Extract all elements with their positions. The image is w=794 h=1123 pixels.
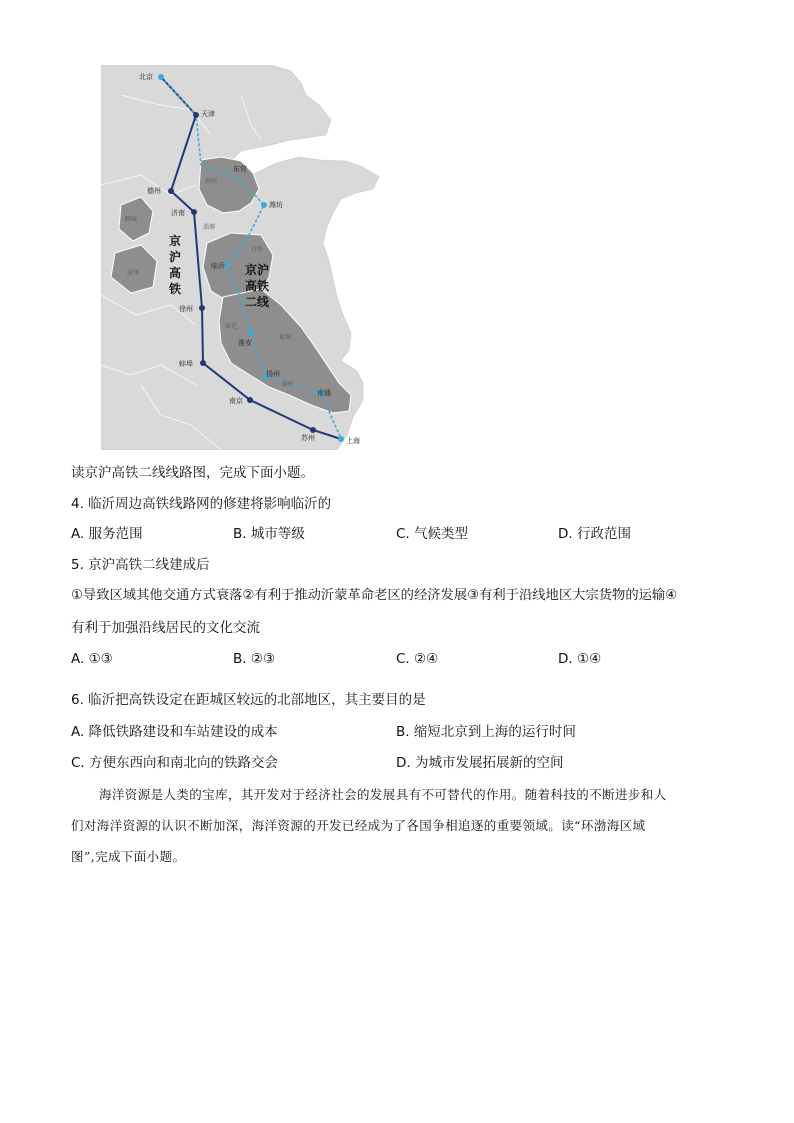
- city-label-yangzhou: 扬州: [266, 370, 280, 378]
- svg-text:沪: 沪: [169, 250, 182, 264]
- city-label-weifang: 潍坊: [269, 201, 283, 209]
- station-shanghai: [338, 436, 344, 442]
- passage-line1: 海洋资源是人类的宝库，其开发对于经济社会的发展具有不可替代的作用。随着科技的不断进步和人: [99, 787, 667, 802]
- line-b-label: [245, 262, 270, 309]
- q5-stem: 5. 京沪高铁二线建成后: [71, 557, 210, 573]
- svg-text:京沪: 京沪: [245, 263, 270, 277]
- city-label-taizhou: 泰州: [281, 381, 294, 388]
- city-label-dezhou: 德州: [147, 187, 161, 195]
- station-suzhou: [310, 427, 316, 433]
- city-label-zibo: 淄博: [203, 224, 216, 231]
- city-label-nantong: 南通: [317, 389, 331, 397]
- city-label-tianjin: 天津: [201, 110, 215, 118]
- city-label-jinan: 济南: [171, 209, 185, 217]
- q5-statement-line1: ①导致区域其他交通方式衰落②有利于推动沂蒙革命老区的经济发展③有利于沿线地区大宗货物的运输④: [71, 588, 678, 603]
- svg-text:京: 京: [169, 234, 182, 248]
- station-dezhou: [168, 188, 174, 194]
- svg-text:高: 高: [169, 266, 182, 280]
- station-weifang: [261, 202, 267, 208]
- svg-text:高铁: 高铁: [245, 279, 270, 293]
- q4-option-d: D. 行政范围: [558, 526, 631, 542]
- station-beijing: [158, 74, 164, 80]
- city-label-yancheng: 盐城: [279, 334, 292, 341]
- svg-text:二线: 二线: [245, 295, 270, 309]
- city-label-rizhao: 日照: [251, 246, 264, 253]
- q6-option-a: A. 降低铁路建设和车站建设的成本: [71, 724, 278, 740]
- q6-stem: 6. 临沂把高铁设定在距城区较远的北部地区，其主要目的是: [71, 692, 426, 708]
- q6-option-c: C. 方便东西向和南北向的铁路交会: [71, 755, 279, 771]
- q4-option-b: B. 城市等级: [233, 526, 305, 542]
- city-label-binzhou: 滨州: [205, 178, 218, 185]
- station-xuzhou: [199, 305, 205, 311]
- city-label-heze: 菏泽: [127, 270, 140, 277]
- q5-option-a: A. ①③: [71, 651, 113, 667]
- station-bengbu: [200, 360, 206, 366]
- city-label-linyi: 临沂: [211, 262, 225, 270]
- q4-option-a: A. 服务范围: [71, 526, 143, 542]
- city-label-suqian: 宿迁: [225, 323, 238, 330]
- station-tianjin: [193, 112, 199, 118]
- city-label-shanghai: 上海: [346, 437, 360, 445]
- railway-map: [101, 65, 386, 450]
- passage-line2: 们对海洋资源的认识不断加深，海洋资源的开发已经成为了各国争相追逐的重要领域。读“环渤海区域: [71, 818, 646, 833]
- q6-option-b: B. 缩短北京到上海的运行时间: [396, 724, 576, 740]
- city-label-bengbu: 蚌埠: [179, 360, 193, 368]
- intro-text: 读京沪高铁二线线路图，完成下面小题。: [71, 465, 314, 481]
- q5-statement-line2: 有利于加强沿线居民的文化交流: [71, 620, 260, 636]
- city-label-huaian: 淮安: [238, 339, 252, 347]
- station-jinan: [191, 209, 197, 215]
- q5-option-c: C. ②④: [396, 651, 439, 667]
- svg-text:铁: 铁: [169, 282, 182, 296]
- city-label-nanjing: 南京: [229, 397, 243, 405]
- city-label-dongying: 东营: [233, 165, 247, 173]
- q5-option-b: B. ②③: [233, 651, 276, 667]
- city-label-xuzhou: 徐州: [179, 305, 193, 313]
- q5-option-d: D. ①④: [558, 651, 602, 667]
- city-label-suzhou: 苏州: [301, 434, 315, 442]
- station-nanjing: [247, 397, 253, 403]
- q4-option-c: C. 气候类型: [396, 526, 469, 542]
- city-label-beijing: 北京: [139, 73, 153, 81]
- station-huaian: [248, 330, 254, 336]
- passage-line3: 图”,完成下面小题。: [71, 849, 186, 864]
- city-label-liaocheng: 聊城: [125, 216, 138, 223]
- q6-option-d: D. 为城市发展拓展新的空间: [396, 755, 564, 771]
- q4-stem: 4. 临沂周边高铁线路网的修建将影响临沂的: [71, 496, 332, 512]
